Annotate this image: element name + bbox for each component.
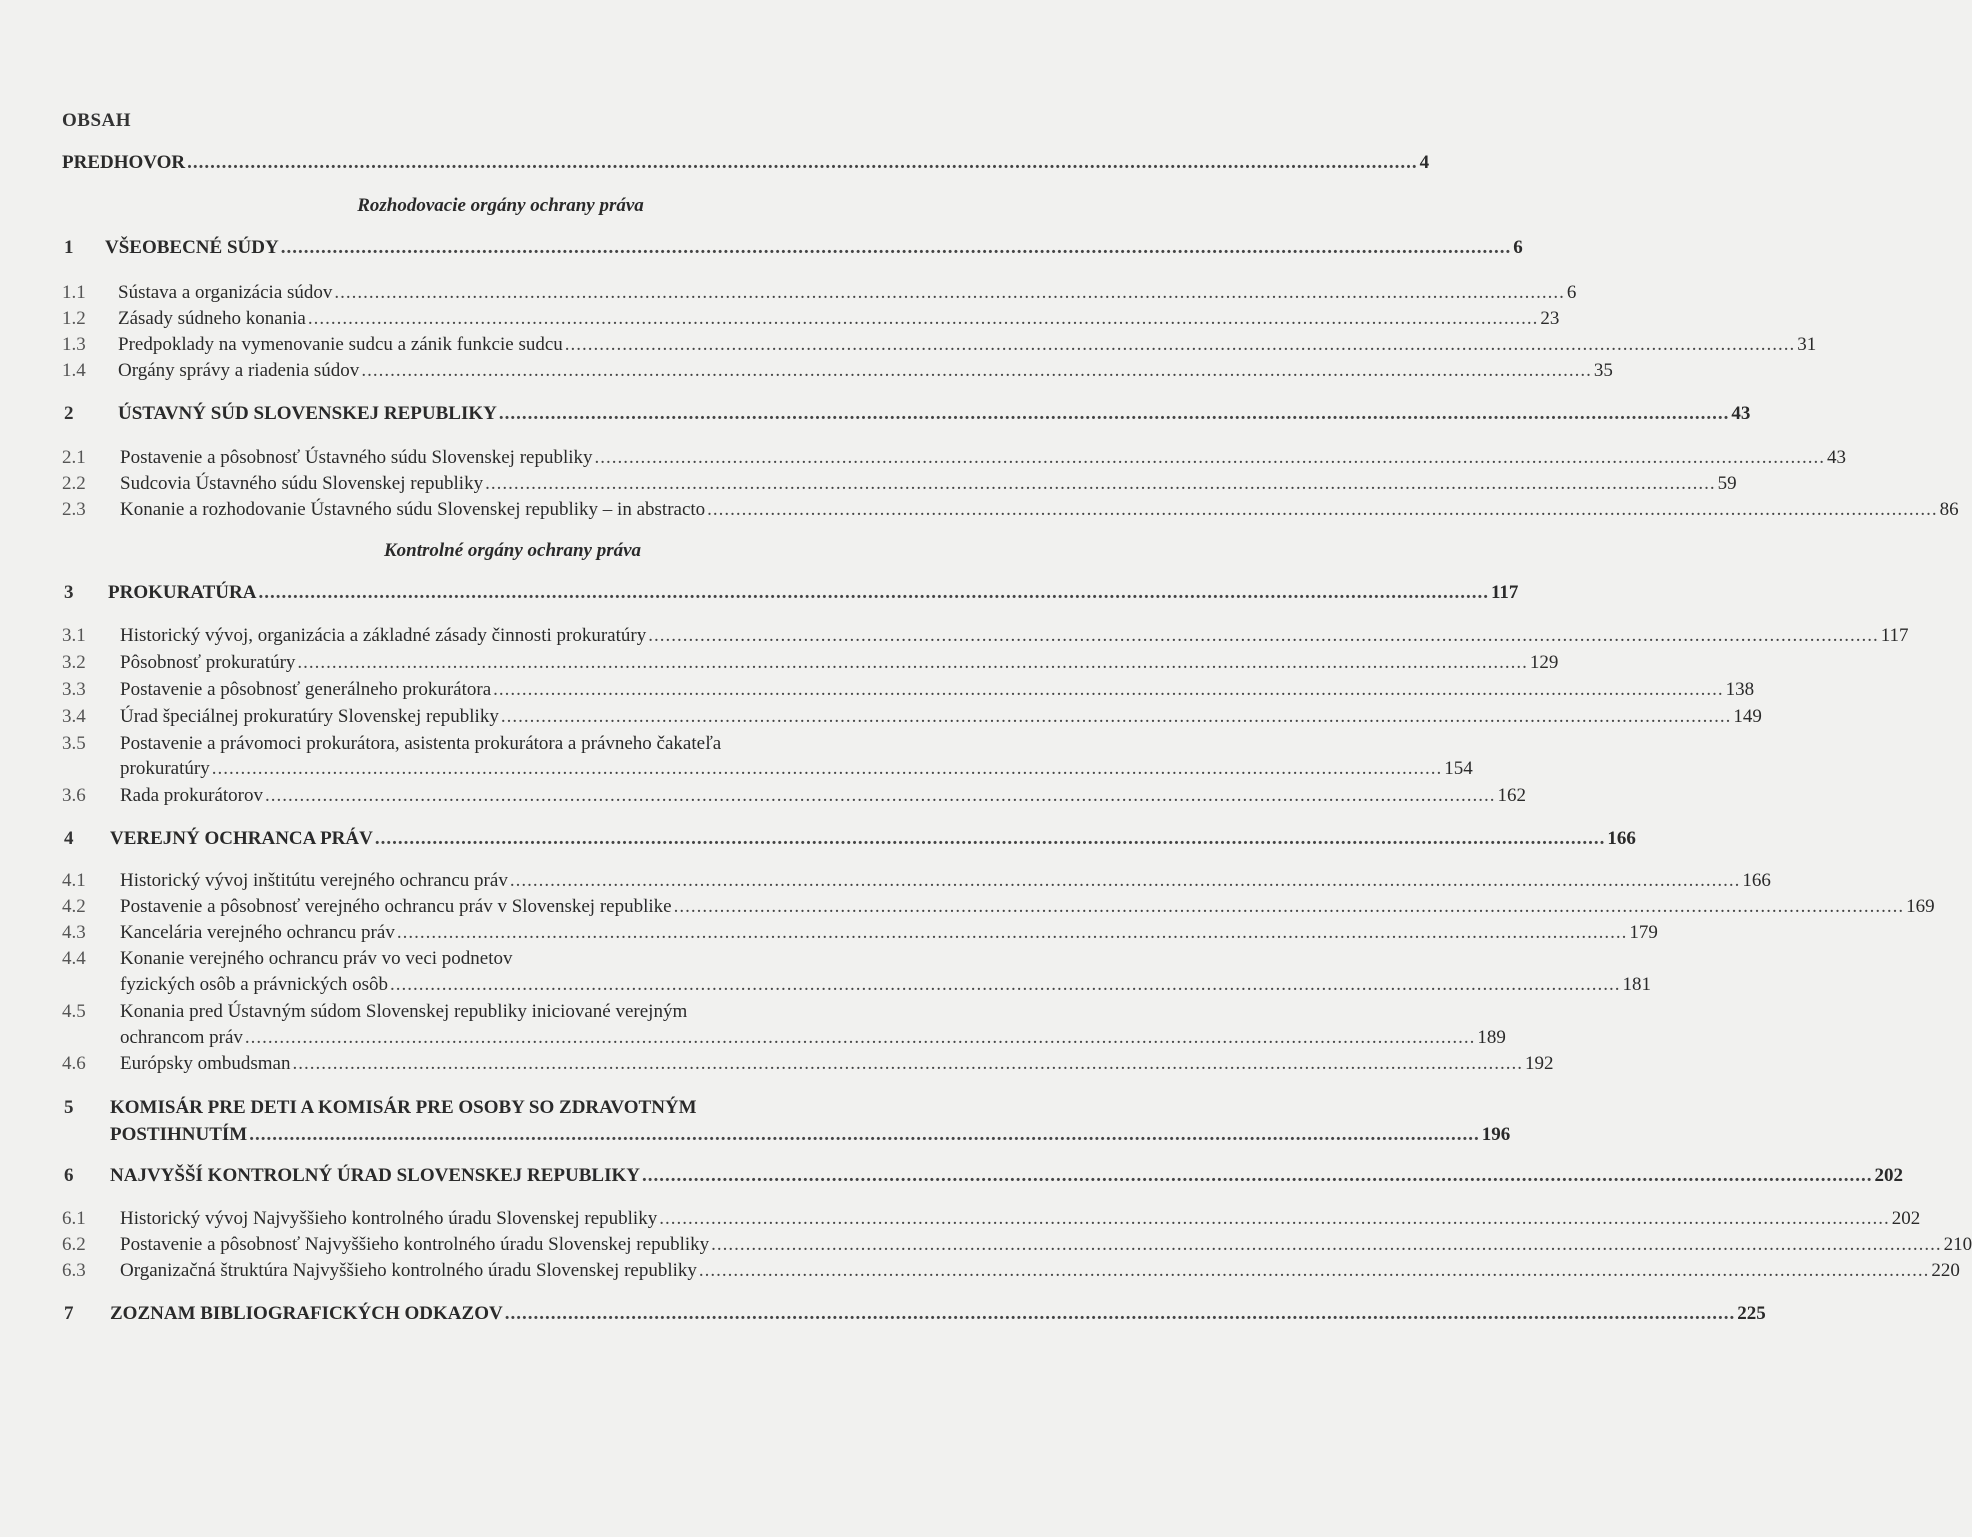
toc-page-number: 129 bbox=[1529, 652, 1559, 673]
chapter-number: 5 bbox=[64, 1097, 74, 1118]
toc-entry-chapter-1 bbox=[105, 237, 1523, 259]
toc-entry-label-line1: KOMISÁR PRE DETI A KOMISÁR PRE OSOBY SO ZDRAVOTNÝM bbox=[110, 1097, 697, 1118]
chapter-number: 1 bbox=[64, 237, 74, 258]
chapter-number: 2 bbox=[64, 403, 74, 424]
toc-page-number: 43 bbox=[1827, 447, 1847, 468]
toc-page-number: 154 bbox=[1444, 758, 1473, 779]
section-number: 4.5 bbox=[62, 1001, 86, 1022]
toc-entry-section bbox=[120, 758, 1473, 780]
leader-dots: ...................................................................................................................................................................................................................... bbox=[648, 625, 1879, 646]
toc-entry-section bbox=[120, 974, 1652, 996]
chapter-number: 7 bbox=[64, 1303, 74, 1324]
toc-entry-label-line1: Postavenie a právomoci prokurátora, asistenta prokurátora a právneho čakateľa bbox=[120, 733, 722, 754]
leader-dots: ...................................................................................................................................................................................................................... bbox=[509, 870, 1741, 891]
section-number: 2.1 bbox=[62, 447, 86, 468]
toc-entry-preface bbox=[62, 152, 1430, 174]
toc-entry-label-line1: Konanie verejného ochrancu práv vo veci podnetov bbox=[120, 948, 513, 969]
toc-entry-label: Predpoklady na vymenovanie sudcu a zánik funkcie sudcu bbox=[118, 334, 563, 355]
toc-entry-section bbox=[120, 499, 1959, 521]
toc-page-number: 4 bbox=[1419, 152, 1430, 173]
toc-entry-label-line2: ochrancom práv bbox=[120, 1027, 243, 1048]
section-number: 3.4 bbox=[62, 706, 86, 727]
toc-page-number: 59 bbox=[1717, 473, 1737, 494]
toc-page-number: 210 bbox=[1943, 1234, 1972, 1255]
toc-entry-label: Pôsobnosť prokuratúry bbox=[120, 652, 296, 673]
toc-page-number: 86 bbox=[1939, 499, 1959, 520]
section-number: 4.6 bbox=[62, 1053, 86, 1074]
section-number: 2.2 bbox=[62, 473, 86, 494]
toc-entry-label: PROKURATÚRA bbox=[108, 582, 257, 603]
leader-dots: ...................................................................................................................................................................................................................... bbox=[211, 758, 1443, 779]
toc-entry-label: Postavenie a pôsobnosť Najvyššieho kontrolného úradu Slovenskej republiky bbox=[120, 1234, 710, 1255]
toc-page-number: 166 bbox=[1742, 870, 1771, 891]
section-number: 1.3 bbox=[62, 334, 86, 355]
toc-entry-section bbox=[120, 447, 1847, 469]
toc-entry-section bbox=[118, 282, 1577, 304]
toc-entry-chapter-3 bbox=[108, 582, 1519, 604]
toc-entry-label: Organizačná štruktúra Najvyššieho kontrolného úradu Slovenskej republiky bbox=[120, 1260, 697, 1281]
toc-page-number: 117 bbox=[1490, 582, 1519, 603]
toc-page-number: 149 bbox=[1733, 706, 1762, 727]
toc-page-number: 189 bbox=[1477, 1027, 1506, 1048]
toc-entry-label: Postavenie a pôsobnosť verejného ochrancu práv v Slovenskej republike bbox=[120, 896, 672, 917]
section-number: 4.3 bbox=[62, 922, 86, 943]
toc-page-number: 192 bbox=[1524, 1053, 1554, 1074]
toc-entry-chapter-2 bbox=[118, 403, 1751, 425]
toc-entry-label: Historický vývoj Najvyššieho kontrolného úradu Slovenskej republiky bbox=[120, 1208, 658, 1229]
toc-page-number: 220 bbox=[1931, 1260, 1960, 1281]
toc-page-number: 179 bbox=[1629, 922, 1658, 943]
leader-dots: ...................................................................................................................................................................................................................... bbox=[485, 473, 1716, 494]
toc-entry-section bbox=[118, 360, 1613, 382]
section-number: 1.1 bbox=[62, 282, 86, 303]
leader-dots: ...................................................................................................................................................................................................................... bbox=[707, 499, 1938, 520]
toc-page-number: 196 bbox=[1481, 1124, 1511, 1145]
toc-entry-label: Sústava a organizácia súdov bbox=[118, 282, 333, 303]
toc-entry-label: Európsky ombudsman bbox=[120, 1053, 291, 1074]
leader-dots: ...................................................................................................................................................................................................................... bbox=[493, 679, 1724, 700]
leader-dots: ...................................................................................................................................................................................................................... bbox=[361, 360, 1592, 381]
toc-entry-chapter-4 bbox=[110, 828, 1636, 850]
leader-dots: ...................................................................................................................................................................................................................... bbox=[374, 828, 1606, 849]
leader-dots: ...................................................................................................................................................................................................................... bbox=[500, 706, 1732, 727]
toc-page-number: 225 bbox=[1737, 1303, 1766, 1324]
toc-entry-section bbox=[120, 896, 1935, 918]
section-number: 3.3 bbox=[62, 679, 86, 700]
section-number: 6.1 bbox=[62, 1208, 86, 1229]
toc-page-number: 162 bbox=[1497, 785, 1526, 806]
toc-page-number: 166 bbox=[1607, 828, 1636, 849]
toc-entry-label: VEREJNÝ OCHRANCA PRÁV bbox=[110, 828, 373, 849]
toc-entry-section bbox=[120, 870, 1771, 892]
leader-dots: ...................................................................................................................................................................................................................... bbox=[698, 1260, 1930, 1281]
toc-entry-label: Orgány správy a riadenia súdov bbox=[118, 360, 360, 381]
leader-dots: ...................................................................................................................................................................................................................... bbox=[292, 1053, 1523, 1074]
toc-entry-label: Konanie a rozhodovanie Ústavného súdu Slovenskej republiky – in abstracto bbox=[120, 499, 706, 520]
leader-dots: ...................................................................................................................................................................................................................... bbox=[498, 403, 1730, 424]
leader-dots: ...................................................................................................................................................................................................................... bbox=[594, 447, 1826, 468]
leader-dots: ...................................................................................................................................................................................................................... bbox=[396, 922, 1628, 943]
group-heading-decision-bodies: Rozhodovacie orgány ochrany práva bbox=[357, 195, 644, 216]
toc-entry-label: ÚSTAVNÝ SÚD SLOVENSKEJ REPUBLIKY bbox=[118, 403, 497, 424]
toc-page-number: 138 bbox=[1725, 679, 1755, 700]
leader-dots: ...................................................................................................................................................................................................................... bbox=[641, 1165, 1873, 1186]
leader-dots: ...................................................................................................................................................................................................................... bbox=[334, 282, 1565, 303]
toc-page-number: 23 bbox=[1540, 308, 1560, 329]
toc-entry-section bbox=[120, 706, 1762, 728]
leader-dots: ...................................................................................................................................................................................................................... bbox=[249, 1124, 1480, 1145]
toc-entry-label-line2: POSTIHNUTÍM bbox=[110, 1124, 248, 1145]
toc-entry-section bbox=[120, 652, 1559, 674]
toc-entry-label: Rada prokurátorov bbox=[120, 785, 263, 806]
toc-page-number: 6 bbox=[1513, 237, 1523, 258]
section-number: 4.2 bbox=[62, 896, 86, 917]
chapter-number: 4 bbox=[64, 828, 74, 849]
toc-page-number: 169 bbox=[1906, 896, 1935, 917]
toc-entry-label: PREDHOVOR bbox=[62, 152, 186, 173]
toc-entry-label: ZOZNAM BIBLIOGRAFICKÝCH ODKAZOV bbox=[110, 1303, 503, 1324]
section-number: 3.2 bbox=[62, 652, 86, 673]
toc-page-number: 6 bbox=[1566, 282, 1577, 303]
chapter-number: 3 bbox=[64, 582, 74, 603]
section-number: 1.2 bbox=[62, 308, 86, 329]
leader-dots: ...................................................................................................................................................................................................................... bbox=[564, 334, 1796, 355]
toc-entry-chapter-7 bbox=[110, 1303, 1766, 1325]
leader-dots: ...................................................................................................................................................................................................................... bbox=[673, 896, 1905, 917]
toc-entry-label: Zásady súdneho konania bbox=[118, 308, 306, 329]
leader-dots: ...................................................................................................................................................................................................................... bbox=[504, 1303, 1736, 1324]
section-number: 3.6 bbox=[62, 785, 86, 806]
toc-entry-label: Postavenie a pôsobnosť generálneho prokurátora bbox=[120, 679, 492, 700]
toc-entry-chapter-5 bbox=[110, 1124, 1511, 1146]
toc-entry-label-line2: fyzických osôb a právnických osôb bbox=[120, 974, 389, 995]
toc-entry-label-line2: prokuratúry bbox=[120, 758, 210, 779]
section-number: 4.4 bbox=[62, 948, 86, 969]
section-number: 3.5 bbox=[62, 733, 86, 754]
group-heading-control-bodies: Kontrolné orgány ochrany práva bbox=[383, 540, 642, 561]
toc-entry-label: Historický vývoj inštitútu verejného ochrancu práv bbox=[120, 870, 508, 891]
toc-page-number: 31 bbox=[1797, 334, 1817, 355]
leader-dots: ...................................................................................................................................................................................................................... bbox=[280, 237, 1512, 258]
toc-entry-label: NAJVYŠŠÍ KONTROLNÝ ÚRAD SLOVENSKEJ REPUBLIKY bbox=[110, 1165, 640, 1186]
toc-page-number: 181 bbox=[1622, 974, 1652, 995]
toc-entry-section bbox=[120, 785, 1526, 807]
toc-page-number: 202 bbox=[1891, 1208, 1921, 1229]
leader-dots: ...................................................................................................................................................................................................................... bbox=[711, 1234, 1942, 1255]
section-number: 6.3 bbox=[62, 1260, 86, 1281]
toc-entry-label: VŠEOBECNÉ SÚDY bbox=[105, 237, 279, 258]
toc-entry-section bbox=[120, 1208, 1921, 1230]
toc-page-number: 35 bbox=[1593, 360, 1613, 381]
leader-dots: ...................................................................................................................................................................................................................... bbox=[659, 1208, 1890, 1229]
section-number: 6.2 bbox=[62, 1234, 86, 1255]
toc-entry-label: Sudcovia Ústavného súdu Slovenskej republiky bbox=[120, 473, 484, 494]
toc-entry-label: Postavenie a pôsobnosť Ústavného súdu Slovenskej republiky bbox=[120, 447, 593, 468]
toc-entry-section bbox=[120, 679, 1755, 701]
chapter-number: 6 bbox=[64, 1165, 74, 1186]
toc-entry-section bbox=[120, 473, 1737, 495]
leader-dots: ...................................................................................................................................................................................................................... bbox=[258, 582, 1489, 603]
leader-dots: ...................................................................................................................................................................................................................... bbox=[307, 308, 1539, 329]
leader-dots: ...................................................................................................................................................................................................................... bbox=[264, 785, 1496, 806]
toc-entry-section bbox=[120, 1053, 1554, 1075]
leader-dots: ...................................................................................................................................................................................................................... bbox=[297, 652, 1528, 673]
section-number: 1.4 bbox=[62, 360, 86, 381]
toc-title: OBSAH bbox=[62, 110, 132, 131]
toc-entry-section bbox=[120, 922, 1658, 944]
toc-entry-section bbox=[118, 334, 1817, 356]
toc-entry-chapter-6 bbox=[110, 1165, 1903, 1187]
leader-dots: ...................................................................................................................................................................................................................... bbox=[244, 1027, 1476, 1048]
toc-entry-section bbox=[120, 1027, 1506, 1049]
toc-page-number: 202 bbox=[1874, 1165, 1903, 1186]
toc-page-number: 43 bbox=[1731, 403, 1751, 424]
toc-entry-label: Historický vývoj, organizácia a základné zásady činnosti prokuratúry bbox=[120, 625, 647, 646]
section-number: 3.1 bbox=[62, 625, 86, 646]
toc-entry-section bbox=[120, 1260, 1960, 1282]
toc-entry-section bbox=[118, 308, 1560, 330]
section-number: 2.3 bbox=[62, 499, 86, 520]
toc-entry-section bbox=[120, 1234, 1972, 1256]
leader-dots: ...................................................................................................................................................................................................................... bbox=[390, 974, 1621, 995]
section-number: 4.1 bbox=[62, 870, 86, 891]
toc-entry-label-line1: Konania pred Ústavným súdom Slovenskej republiky iniciované verejným bbox=[120, 1001, 688, 1022]
toc-entry-label: Kancelária verejného ochrancu práv bbox=[120, 922, 395, 943]
toc-page-number: 117 bbox=[1880, 625, 1909, 646]
toc-entry-section bbox=[120, 625, 1909, 647]
toc-entry-label: Úrad špeciálnej prokuratúry Slovenskej republiky bbox=[120, 706, 499, 727]
leader-dots: ...................................................................................................................................................................................................................... bbox=[187, 152, 1418, 173]
